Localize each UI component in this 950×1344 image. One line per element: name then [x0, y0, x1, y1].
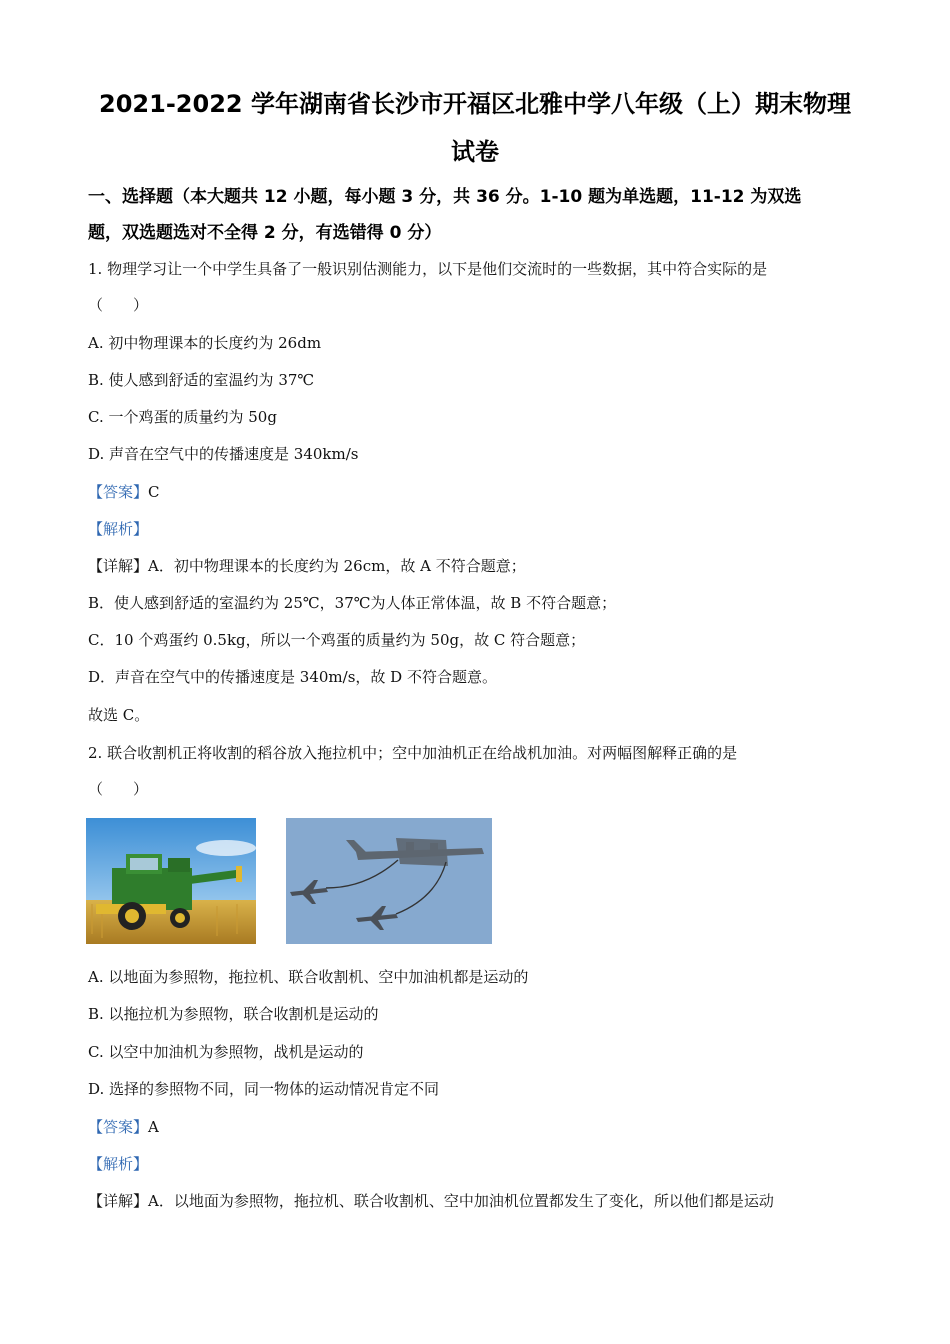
combine-harvester-image — [86, 818, 256, 944]
q2-stem-line2: （ ） — [88, 780, 149, 798]
section-heading-line2: 题，双选题选对不全得 2 分，有选错得 0 分） — [88, 223, 442, 243]
q1-stem-line2: （ ） — [88, 296, 149, 314]
q1-answer-value: C — [148, 483, 160, 501]
q2-detail-a — [88, 1190, 774, 1211]
q2-analysis-tag: 【解析】 — [88, 1155, 149, 1173]
q1-analysis-tag: 【解析】 — [88, 520, 149, 538]
q2-option-b: B. 以拖拉机为参照物，联合收割机是运动的 — [88, 1005, 379, 1023]
q2-option-a: A. 以地面为参照物，拖拉机、联合收割机、空中加油机都是运动的 — [88, 968, 529, 986]
q2-answer-value: A — [148, 1118, 159, 1136]
q1-answer — [88, 481, 160, 502]
q1-detail-a-text: A．初中物理课本的长度约为 26cm，故 A 不符合题意； — [148, 557, 526, 575]
document-title-line1: 2021-2022 学年湖南省长沙市开福区北雅中学八年级（上）期末物理 — [99, 90, 851, 118]
q1-option-a: A. 初中物理课本的长度约为 26dm — [88, 334, 322, 352]
q1-detail-d: D．声音在空气中的传播速度是 340m/s，故 D 不符合题意。 — [88, 668, 497, 686]
q1-detail-tag: 【详解】 — [88, 557, 149, 575]
q2-answer — [88, 1116, 159, 1137]
aerial-refueling-image — [286, 818, 492, 944]
document-title-line2: 试卷 — [451, 138, 499, 166]
q2-detail-tag: 【详解】 — [88, 1192, 149, 1210]
q1-stem-line1: 1. 物理学习让一个中学生具备了一般识别估测能力，以下是他们交流时的一些数据，其中符合实际的是 — [88, 260, 768, 278]
q2-detail-a-text: A．以地面为参照物，拖拉机、联合收割机、空中加油机位置都发生了变化，所以他们都是运动 — [148, 1192, 774, 1210]
q1-detail-b: B．使人感到舒适的室温约为 25℃，37℃为人体正常体温，故 B 不符合题意； — [88, 594, 617, 612]
q1-option-c: C. 一个鸡蛋的质量约为 50g — [88, 408, 277, 426]
q2-stem-line1: 2. 联合收割机正将收割的稻谷放入拖拉机中；空中加油机正在给战机加油。对两幅图解释正确的是 — [88, 744, 738, 762]
q1-detail-a — [88, 555, 526, 576]
section-heading-line1: 一、选择题（本大题共 12 小题，每小题 3 分，共 36 分。1-10 题为单选题，11-12 为双选 — [88, 187, 802, 207]
q1-option-b: B. 使人感到舒适的室温约为 37℃ — [88, 371, 315, 389]
q1-option-d: D. 声音在空气中的传播速度是 340km/s — [88, 445, 359, 463]
q2-option-c: C. 以空中加油机为参照物，战机是运动的 — [88, 1043, 364, 1061]
q1-detail-c: C．10 个鸡蛋约 0.5kg，所以一个鸡蛋的质量约为 50g，故 C 符合题意； — [88, 631, 586, 649]
q2-option-d: D. 选择的参照物不同，同一物体的运动情况肯定不同 — [88, 1080, 440, 1098]
q1-conclusion: 故选 C。 — [88, 706, 150, 724]
q2-answer-tag: 【答案】 — [88, 1118, 149, 1136]
q1-answer-tag: 【答案】 — [88, 483, 149, 501]
